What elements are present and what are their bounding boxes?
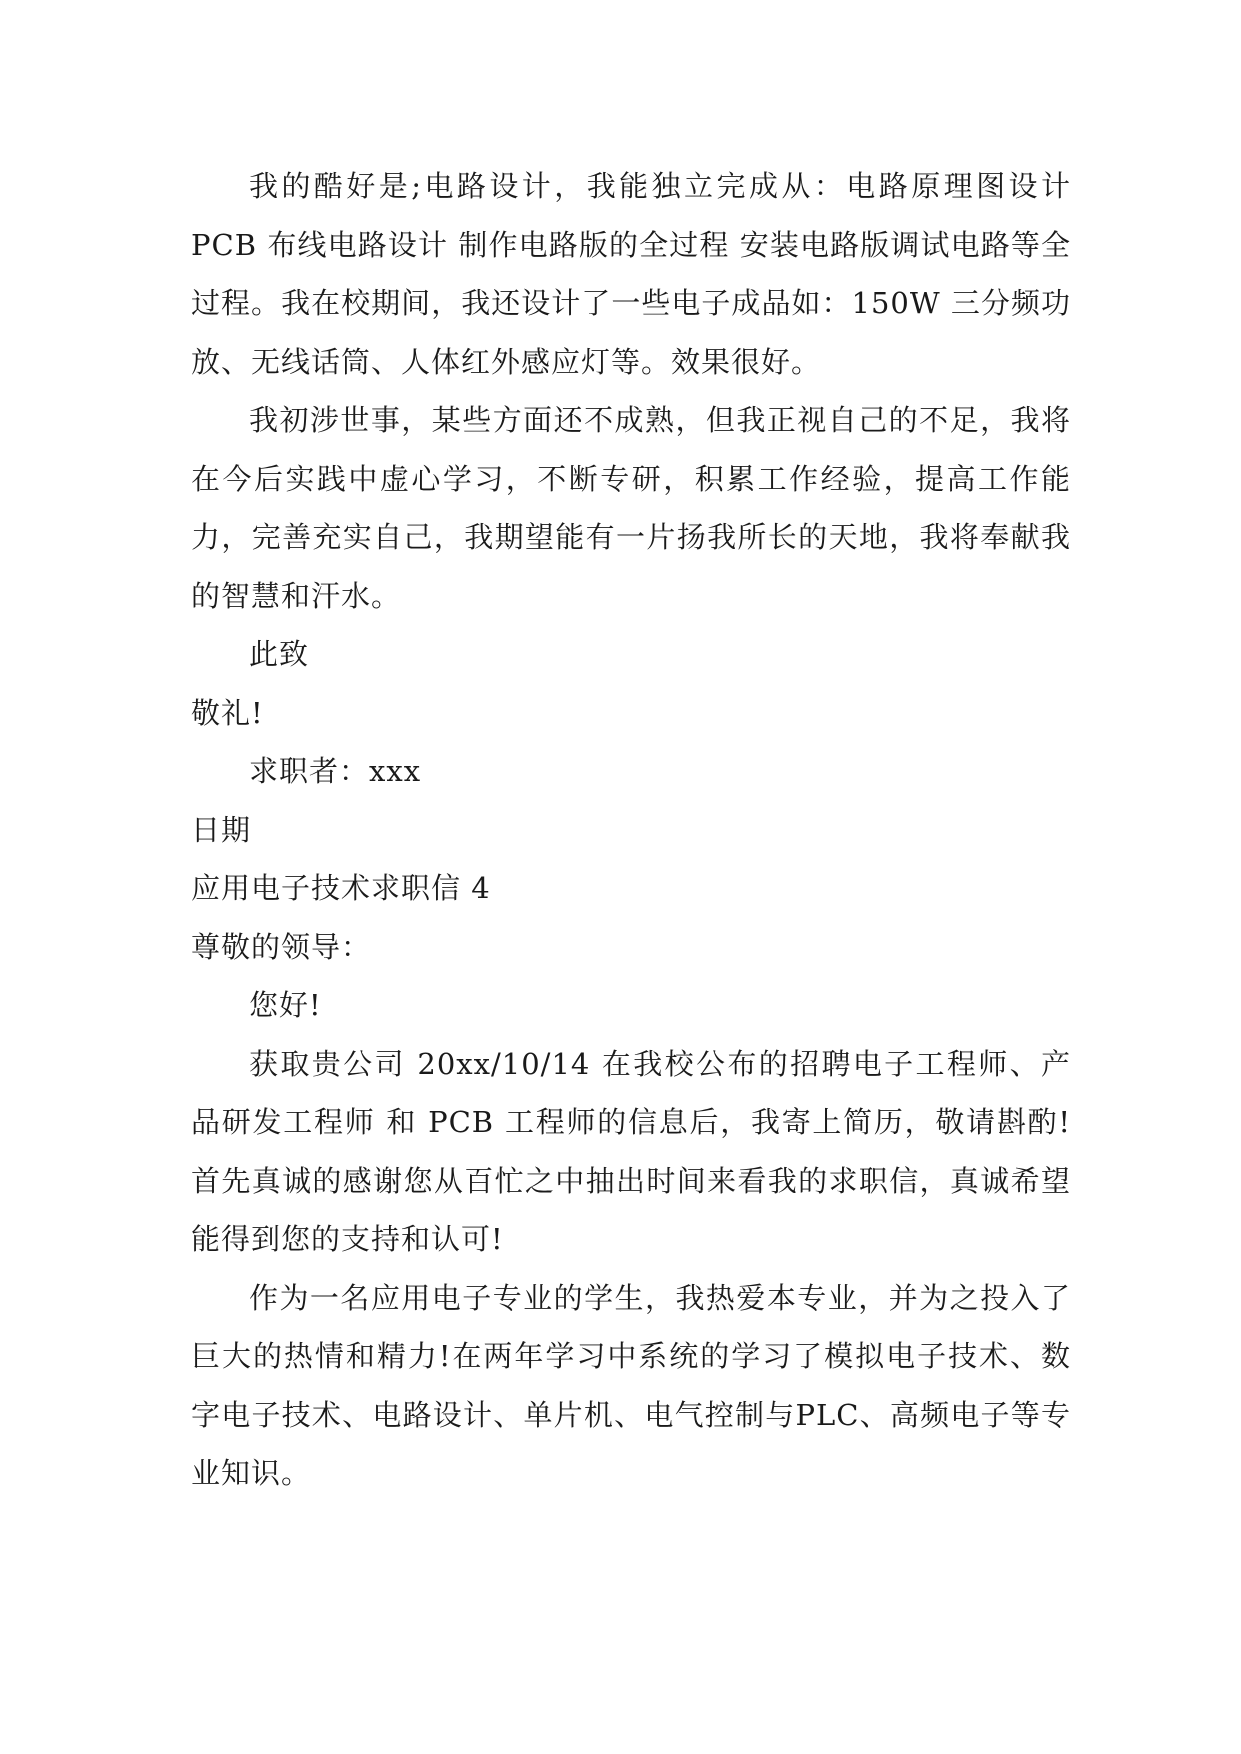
paragraph-major: 作为一名应用电子专业的学生，我热爱本专业，并为之投入了巨大的热情和精力!在两年学习中系统的学习了模拟电子技术、数字电子技术、电路设计、单片机、电气控制与PLC、高频电子等专业知识。 — [191, 1280, 1071, 1490]
paragraph-hobby: 我的酷好是;电路设计，我能独立完成从：电路原理图设计 PCB 布线电路设计 制作电路版的全过程 安装电路版调试电路等全过程。我在校期间，我还设计了一些电子成品如：150W 三分频功放、无线话筒、人体红外感应灯等。效果很好。 — [191, 169, 1071, 379]
section-title: 应用电子技术求职信 4 — [191, 871, 491, 905]
signature-applicant: 求职者：xxx — [249, 754, 422, 788]
signature-date: 日期 — [191, 812, 252, 847]
closing-cizhi: 此致 — [249, 637, 310, 671]
closing-jingli: 敬礼! — [191, 695, 264, 730]
greeting: 您好! — [249, 988, 322, 1022]
salutation: 尊敬的领导： — [191, 929, 372, 964]
paragraph-application: 获取贵公司 20xx/10/14 在我校公布的招聘电子工程师、产品研发工程师 和 PCB 工程师的信息后，我寄上简历，敬请斟酌!首先真诚的感谢您从百忙之中抽出时间来看我的求职信，真诚希望能得到您的支持和认可! — [191, 1046, 1071, 1256]
document-body — [191, 157, 1071, 1503]
paragraph-self-assessment: 我初涉世事，某些方面还不成熟，但我正视自己的不足，我将在今后实践中虚心学习，不断专研，积累工作经验，提高工作能力，完善充实自己，我期望能有一片扬我所长的天地，我将奉献我的智慧和汗水。 — [191, 403, 1071, 613]
